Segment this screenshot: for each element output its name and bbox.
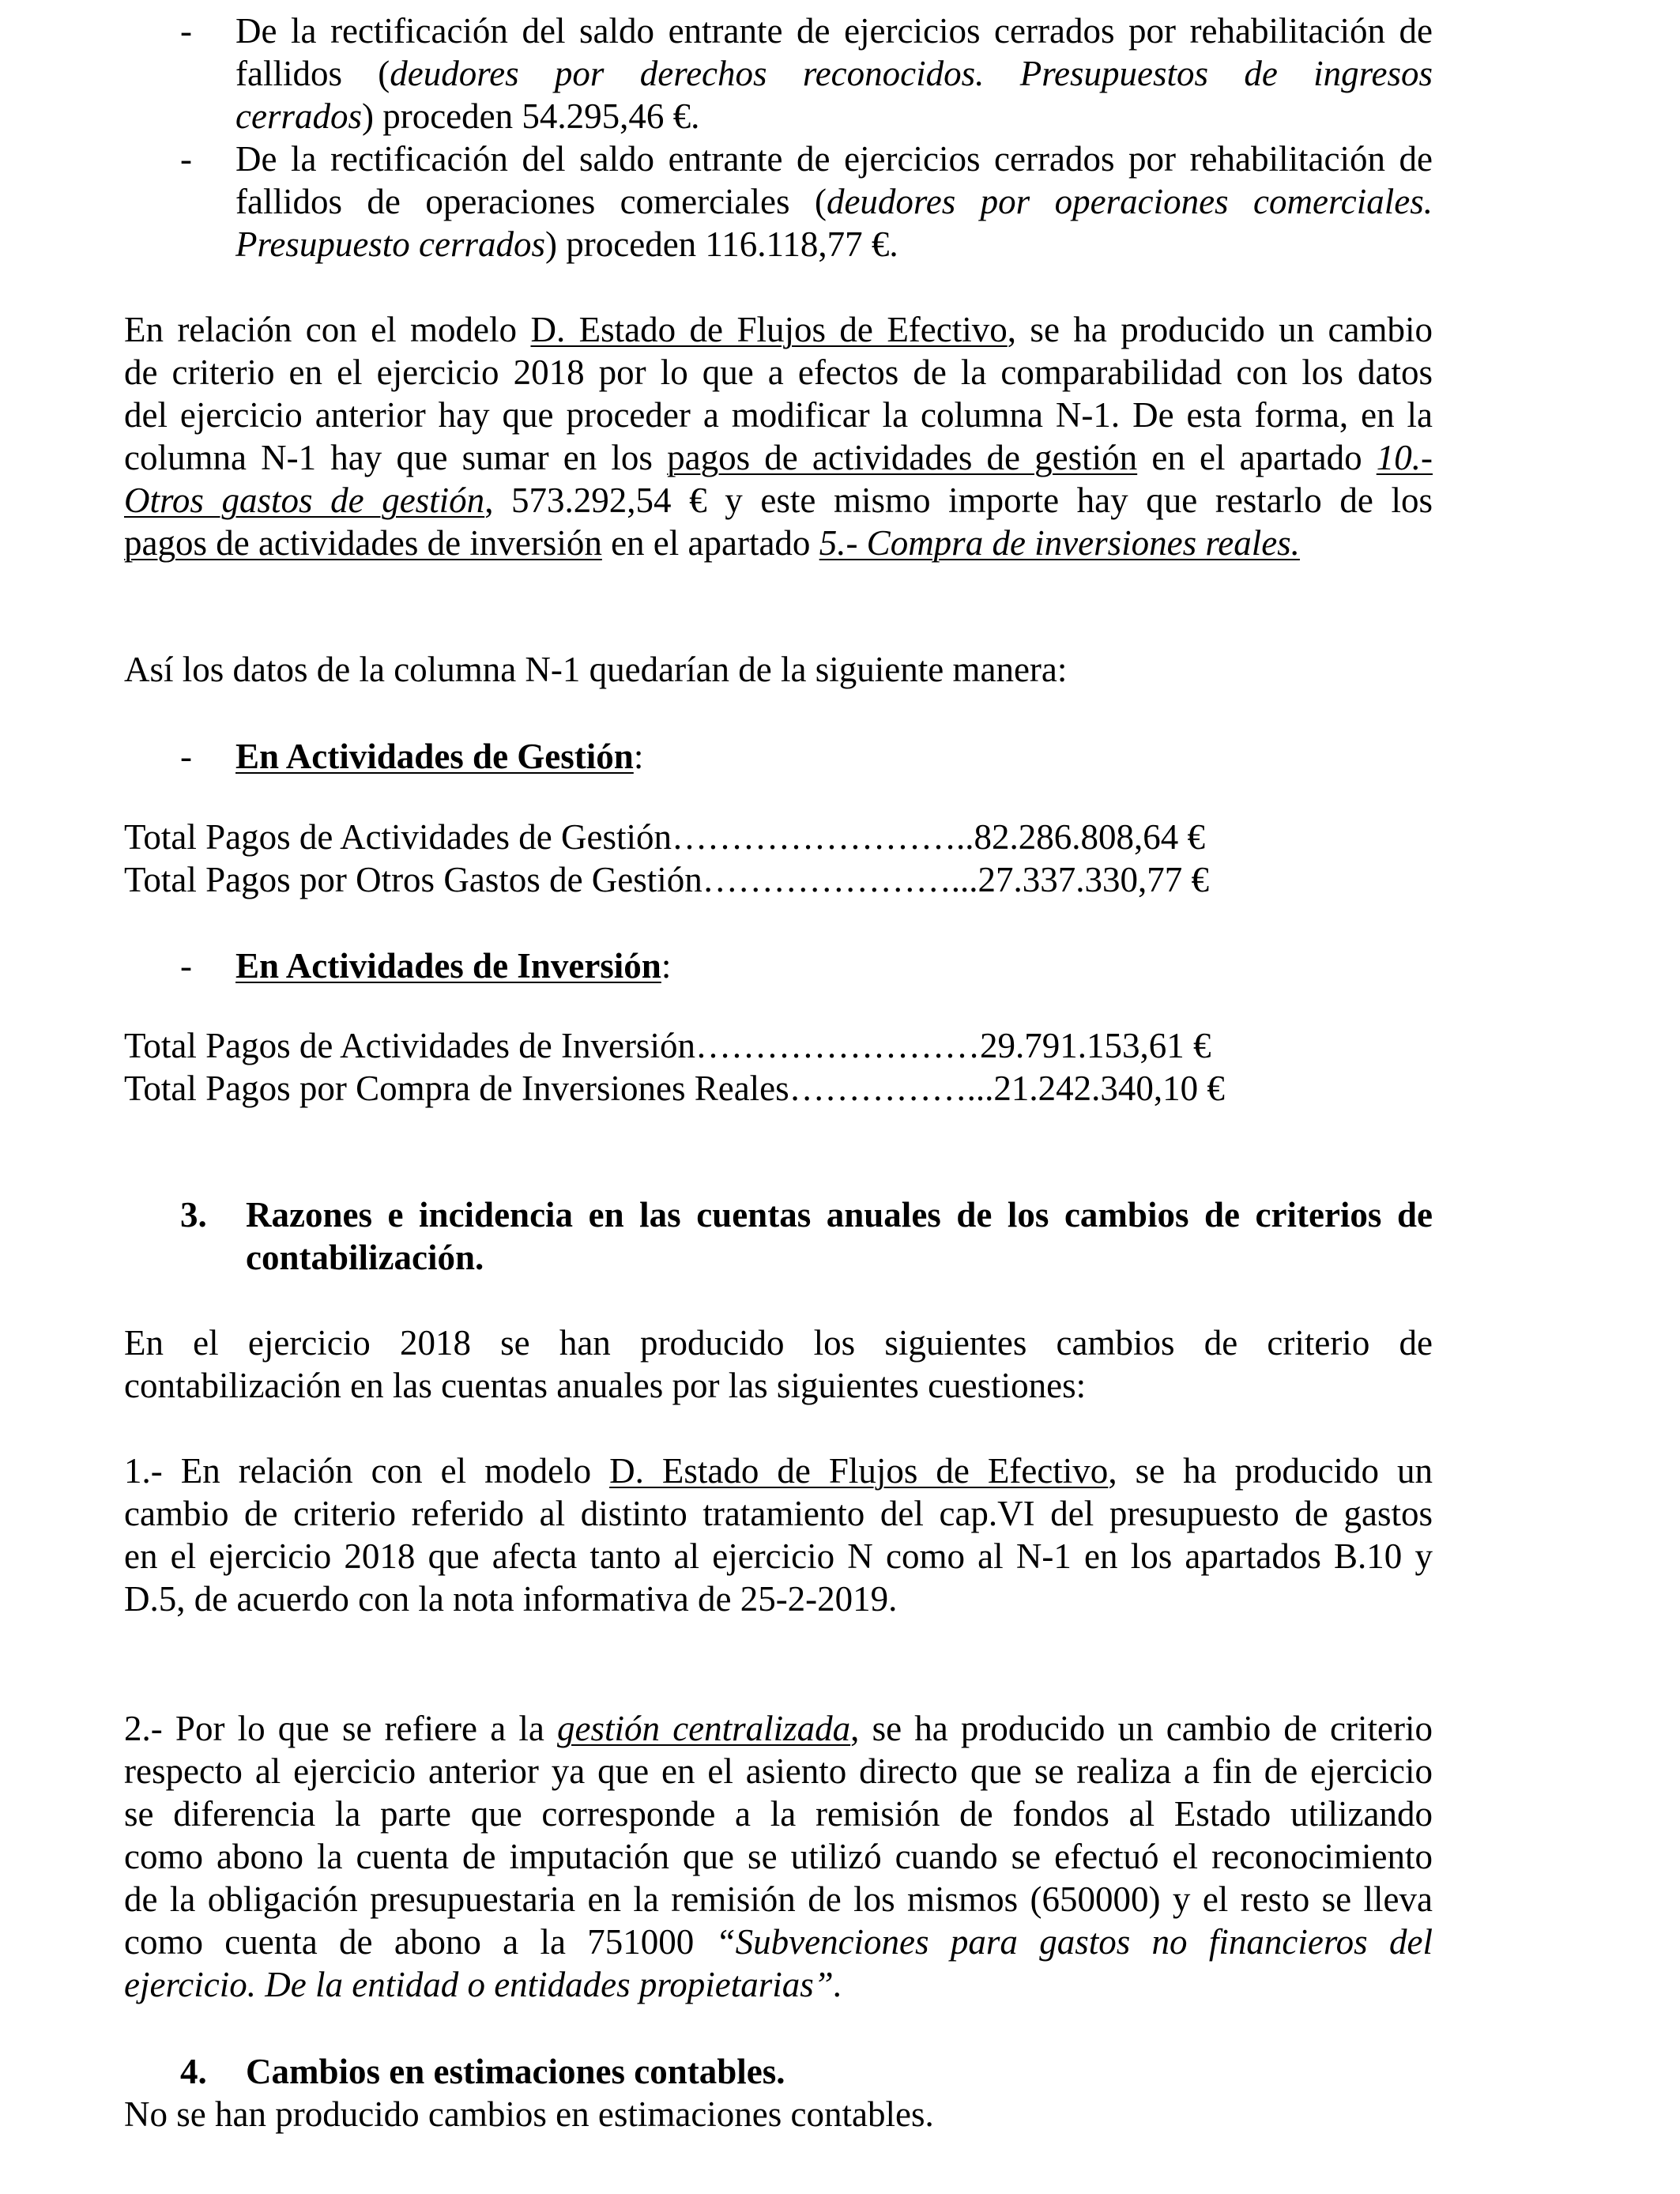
text-run: ) proceden 54.295,46 €. (361, 96, 700, 136)
text-run: , se ha producido un cambio de criterio (850, 1709, 1433, 1748)
bullet-dash: - (180, 139, 192, 179)
underlined-italic-reference: 10.- (1376, 438, 1433, 477)
inversion-heading-colon: : (661, 946, 672, 986)
text-run: como abono la cuenta de imputación que se utilizó cuando se efectuó el reconocimiento (124, 1837, 1433, 1876)
italic-text-run: cerrados (235, 96, 362, 136)
total-line-inversion-1: Total Pagos de Actividades de Inversión……………………29.791.153,61 € (124, 1026, 1211, 1065)
underlined-italic-reference: Otros gastos de gestión (124, 481, 485, 520)
text-line (124, 436, 1433, 479)
paragraph-flujos (124, 308, 1433, 564)
section-3-number: 3. (180, 1195, 207, 1235)
text-run: en el ejercicio 2018 que afecta tanto al ejercicio N como al N-1 en los apartados B.10 y (124, 1536, 1433, 1576)
underlined-reference: pagos de actividades de inversión (124, 523, 602, 563)
text-run: , 573.292,54 € y este mismo importe hay que restarlo de los (484, 481, 1433, 520)
text-run: 1.- En relación con el modelo (124, 1451, 610, 1491)
text-line (124, 1492, 1433, 1535)
bullet-dash: - (180, 11, 192, 51)
text-run: en el apartado (1137, 438, 1377, 477)
text-line (124, 479, 1433, 522)
text-line (235, 95, 1433, 138)
text-line (235, 52, 1433, 95)
text-run: De la rectificación del saldo entrante de ejercicios cerrados por rehabilitación de (235, 139, 1433, 179)
text-run: se diferencia la parte que corresponde a la remisión de fondos al Estado utilizando (124, 1794, 1433, 1834)
total-line-gestion-1: Total Pagos de Actividades de Gestión……………………..82.286.808,64 € (124, 817, 1205, 857)
inversion-heading (235, 944, 1433, 987)
text-line (124, 1707, 1433, 1750)
text-run: respecto al ejercicio anterior ya que en el asiento directo que se realiza a fin de ejercicio (124, 1751, 1433, 1791)
text-line (235, 180, 1433, 223)
text-line (235, 138, 1433, 180)
text-run: como cuenta de abono a la 751000 (124, 1922, 716, 1962)
underlined-italic-reference: 5.- Compra de inversiones reales. (819, 523, 1300, 563)
gestion-heading-colon: : (633, 737, 644, 776)
text-run: D.5, de acuerdo con la nota informativa de 25-2-2019. (124, 1579, 898, 1619)
text-line (124, 1449, 1433, 1492)
text-run: , se ha producido un cambio (1007, 310, 1433, 349)
text-run: De la rectificación del saldo entrante de ejercicios cerrados por rehabilitación de (235, 11, 1433, 51)
section-3-intro-line: En el ejercicio 2018 se han producido los siguientes cambios de criterio de (124, 1323, 1433, 1363)
section-4-number: 4. (180, 2052, 207, 2091)
underlined-reference: D. Estado de Flujos de Efectivo (609, 1451, 1109, 1491)
italic-text-run: Presupuesto cerrados (235, 224, 546, 264)
bullet-item-2 (235, 138, 1433, 266)
text-line (124, 1793, 1433, 1835)
text-run: ) proceden 116.118,77 €. (545, 224, 898, 264)
text-run: fallidos ( (235, 54, 390, 93)
total-line-gestion-2: Total Pagos por Otros Gastos de Gestión…………………...27.337.330,77 € (124, 860, 1210, 899)
section-3-intro-line: contabilización en las cuentas anuales por las siguientes cuestiones: (124, 1366, 1087, 1405)
bullet-item-1 (235, 9, 1433, 138)
italic-text-run: deudores por operaciones comerciales. (826, 182, 1433, 221)
section-3-point-1 (124, 1449, 1433, 1620)
underlined-reference: pagos de actividades de gestión (667, 438, 1138, 477)
text-line (124, 522, 1433, 564)
text-run: fallidos de operaciones comerciales ( (235, 182, 827, 221)
section-4-title: Cambios en estimaciones contables. (246, 2052, 785, 2091)
text-line (124, 394, 1433, 436)
text-run: cambio de criterio referido al distinto tratamiento del cap.VI del presupuesto de gastos (124, 1494, 1433, 1533)
bullet-dash: - (180, 737, 192, 776)
text-run: En relación con el modelo (124, 310, 531, 349)
text-line (124, 1835, 1433, 1878)
text-line (124, 1535, 1433, 1578)
italic-text-run: “Subvenciones para gastos no financieros del (715, 1922, 1433, 1962)
paragraph-asi: Así los datos de la columna N-1 quedarían de la siguiente manera: (124, 650, 1068, 689)
text-line (124, 1878, 1433, 1921)
section-3-title-line: contabilización. (246, 1238, 484, 1277)
text-line (124, 351, 1433, 394)
text-line (235, 9, 1433, 52)
bullet-dash: - (180, 946, 192, 986)
underlined-italic-reference: gestión centralizada (557, 1709, 851, 1748)
text-line (124, 1921, 1433, 1963)
text-line (124, 1963, 1433, 2006)
text-run: en el apartado (601, 523, 819, 563)
text-line (124, 1578, 1433, 1620)
inversion-heading-text: En Actividades de Inversión (235, 946, 661, 986)
text-line (235, 223, 1433, 266)
text-run: de la obligación presupuestaria en la remisión de los mismos (650000) y el resto se lleva (124, 1879, 1433, 1919)
section-3-title (246, 1193, 1433, 1279)
text-run: de criterio en el ejercicio 2018 por lo que a efectos de la comparabilidad con los datos (124, 352, 1433, 392)
section-3-title-line: Razones e incidencia en las cuentas anuales de los cambios de criterios de (246, 1195, 1433, 1235)
section-3-intro (124, 1321, 1433, 1407)
text-run: columna N-1 hay que sumar en los (124, 438, 668, 477)
gestion-heading-text: En Actividades de Gestión (235, 737, 634, 776)
text-run: , se ha producido un (1108, 1451, 1433, 1491)
gestion-heading (235, 735, 1433, 778)
text-line (124, 308, 1433, 351)
section-3-point-2 (124, 1707, 1433, 2006)
text-run: del ejercicio anterior hay que proceder a modificar la columna N-1. De esta forma, en la (124, 395, 1433, 435)
italic-text-run: ejercicio. De la entidad o entidades propietarias”. (124, 1965, 843, 2004)
underlined-reference: D. Estado de Flujos de Efectivo (530, 310, 1008, 349)
text-line (124, 1750, 1433, 1793)
text-run: 2.- Por lo que se refiere a la (124, 1709, 558, 1748)
italic-text-run: deudores por derechos reconocidos. Presupuestos de ingresos (390, 54, 1433, 93)
section-4-text: No se han producido cambios en estimaciones contables. (124, 2094, 934, 2134)
total-line-inversion-2: Total Pagos por Compra de Inversiones Reales……………...21.242.340,10 € (124, 1069, 1225, 1108)
